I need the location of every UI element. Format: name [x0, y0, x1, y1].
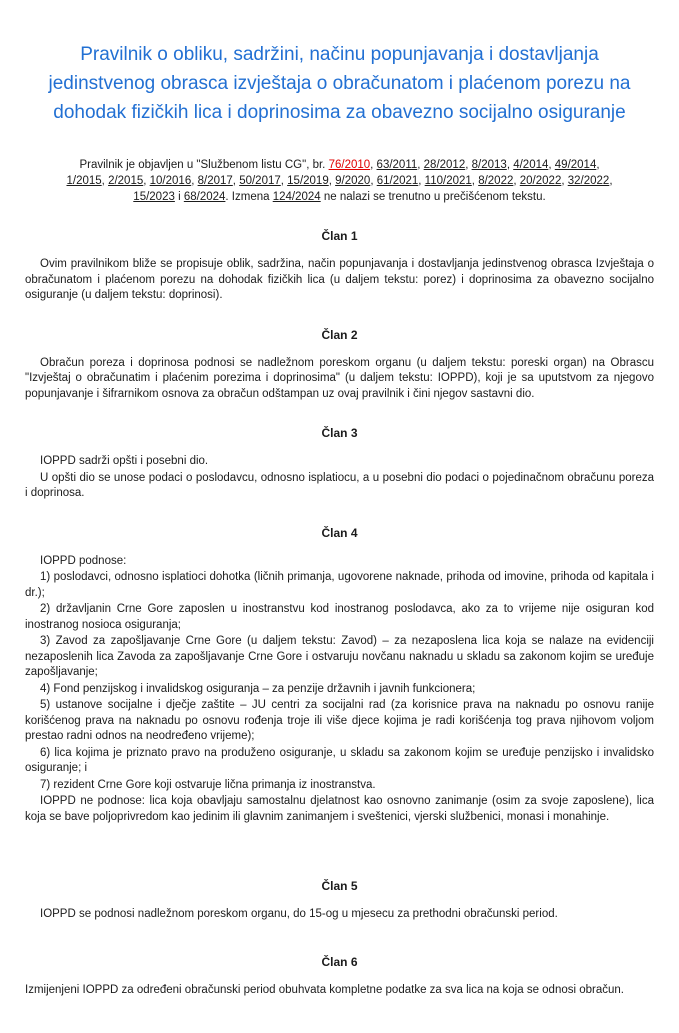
gazette-issue-link[interactable]: 32/2022: [567, 175, 610, 187]
article-heading: Član 5: [321, 879, 358, 893]
article-paragraph: 1) poslodavci, odnosno isplatioci dohotka (ličnih primanja, ugovorene naknade, prihoda od imovine, prihoda od kapitala i dr.);: [25, 571, 654, 599]
article-heading: Član 3: [321, 426, 358, 440]
gazette-issue-link[interactable]: 68/2024: [183, 191, 226, 203]
article-paragraph: IOPPD podnose:: [40, 554, 127, 567]
gazette-issue-link[interactable]: 8/2022: [478, 175, 514, 187]
article-paragraph: IOPPD se podnosi nadležnom poreskom organu, do 15-og u mjesecu za prethodni obračunski period.: [40, 908, 558, 920]
gazette-issue-link[interactable]: 63/2011: [376, 159, 418, 171]
gazette-issue-link[interactable]: 8/2013: [471, 159, 507, 171]
gazette-issue-link[interactable]: 20/2022: [519, 175, 562, 187]
article-paragraph: 5) ustanove socijalne i dječje zaštite – JU centri za socijalni rad (za korisnice prava na naknadu po osnovu ranije korišćenog prava na naknadu po osnovu rođenja troje ili više djece kojima je radi korišćenja tog prava njihovom voljom prestao radni odnos na neodređeno vrijeme);: [25, 699, 654, 742]
article-paragraph: Izmijenjeni IOPPD za određeni obračunski period obuhvata kompletne podatke za sva lica na koja se odnosi obračun.: [25, 983, 624, 996]
article-section: [25, 879, 654, 923]
article-heading: Član 6: [321, 954, 358, 969]
gazette-issue-link[interactable]: 50/2017: [239, 175, 281, 187]
article-section: [25, 955, 654, 999]
article-paragraph: 3) Zavod za zapošljavanje Crne Gore (u daljem tekstu: Zavod) – za nezaposlena lica koja se nalaze na evidenciji nezaposlenih lica Zavoda za zapošljavanje Crne Gore i ostvaruju novčanu naknadu u skladu sa zakonom kojim se uređuje zapošljavanje;: [25, 635, 654, 678]
gazette-issue-link[interactable]: 2/2015: [108, 175, 144, 187]
article-paragraph: 2) državljanin Crne Gore zaposlen u inostranstvu kod inostranog poslodavca, ako za to vrijeme nije osiguran kod inostranog nosioca osiguranja;: [25, 603, 654, 631]
article-paragraph: Obračun poreza i doprinosa podnosi se nadležnom poreskom organu (u daljem tekstu: poreski organ) na Obrascu "Izvještaj o obračunatim i plaćenim porezima i doprinosima" (u daljem tekstu: IOPPD), koji je sa uputstvom za njegovo popunjavanje i šifrarnikom osnova za obračun odštampan uz ovaj pravilnik i čini njegov sastavni dio.: [25, 356, 654, 400]
article-section: [25, 328, 654, 403]
article-paragraph: Ovim pravilnikom bliže se propisuje oblik, sadržina, način popunjavanja i dostavljanja jedinstvenog obrasca Izvještaja o obračunatom i plaćenom porezu na dohodak fizičkih lica (u daljem tekstu: porez) i doprinosima za obavezno socijalno osiguranje (u daljem tekstu: doprinosi).: [25, 258, 654, 301]
article-section: [25, 426, 654, 502]
article-paragraph: 4) Fond penzijskog i invalidskog osiguranja – za penzije državnih i javnih funkcionera;: [40, 682, 476, 695]
gazette-issue-link[interactable]: 124/2024: [272, 191, 321, 203]
gazette-issue-link[interactable]: 10/2016: [149, 175, 192, 187]
gazette-issue-link[interactable]: 1/2015: [66, 175, 102, 187]
article-heading: Član 1: [321, 229, 358, 243]
gazette-issue-link[interactable]: 49/2014: [554, 159, 597, 171]
article-heading: Član 4: [321, 525, 358, 540]
gazette-issue-link[interactable]: 9/2020: [335, 175, 371, 187]
gazette-issue-link[interactable]: 28/2012: [423, 159, 466, 171]
article-paragraph: 7) rezident Crne Gore koji ostvaruje lična primanja iz inostranstva.: [40, 778, 376, 791]
publication-line: Pravilnik je objavljen u "Službenom listu CG", br. 76/2010, 63/2011, 28/2012, 8/2013, 4/2014, 49/2014, 1/2015, 2/2015, 10/2016, 8/2017, 50/2017, 15/2019, 9/2020, 61/2021, 110/2021, 8/2022, 20/2022, 32/2022, 15/2023 i 68/2024. Izmena 124/2024 ne nalazi se trenutno u prečišćenom tekstu.: [66, 159, 613, 203]
article-paragraph: IOPPD sadrži opšti i posebni dio.: [40, 455, 209, 467]
article-section: [25, 526, 654, 826]
article-section: [25, 229, 654, 304]
gazette-issue-link[interactable]: 110/2021: [424, 175, 472, 187]
document-title: Pravilnik o obliku, sadržini, načinu popunjavanja i dostavljanja jedinstvenog obrasca izvještaja o obračunatom i plaćenom porezu na dohodak fizičkih lica i doprinosima za obavezno socijalno osiguranje: [48, 44, 631, 123]
gazette-issue-link[interactable]: 15/2023: [133, 191, 175, 203]
gazette-issue-link-highlighted[interactable]: 76/2010: [328, 159, 371, 171]
gazette-issue-link[interactable]: 15/2019: [287, 175, 329, 187]
article-heading: Član 2: [321, 327, 358, 342]
article-paragraph: U opšti dio se unose podaci o poslodavcu, odnosno isplatiocu, a u posebni dio podaci o pojedinačnom obračunu poreza i doprinosa.: [25, 471, 654, 499]
article-paragraph: 6) lica kojima je priznato pravo na produženo osiguranje, u skladu sa zakonom kojim se uređuje penzijsko i invalidsko osiguranje; i: [25, 746, 654, 774]
article-paragraph: IOPPD ne podnose: lica koja obavljaju samostalnu djelatnost kao osnovno zanimanje (osim za svoje zaposlene), lica koja se bave poljoprivredom kao jedinim ili glavnim zanimanjem i sveštenici, vjerski službenici, monasi i monahinje.: [25, 795, 654, 823]
gazette-issue-link[interactable]: 4/2014: [513, 159, 549, 171]
articles-container: [25, 229, 654, 998]
gazette-issue-link[interactable]: 61/2021: [376, 175, 419, 187]
gazette-issue-link[interactable]: 8/2017: [197, 175, 233, 187]
